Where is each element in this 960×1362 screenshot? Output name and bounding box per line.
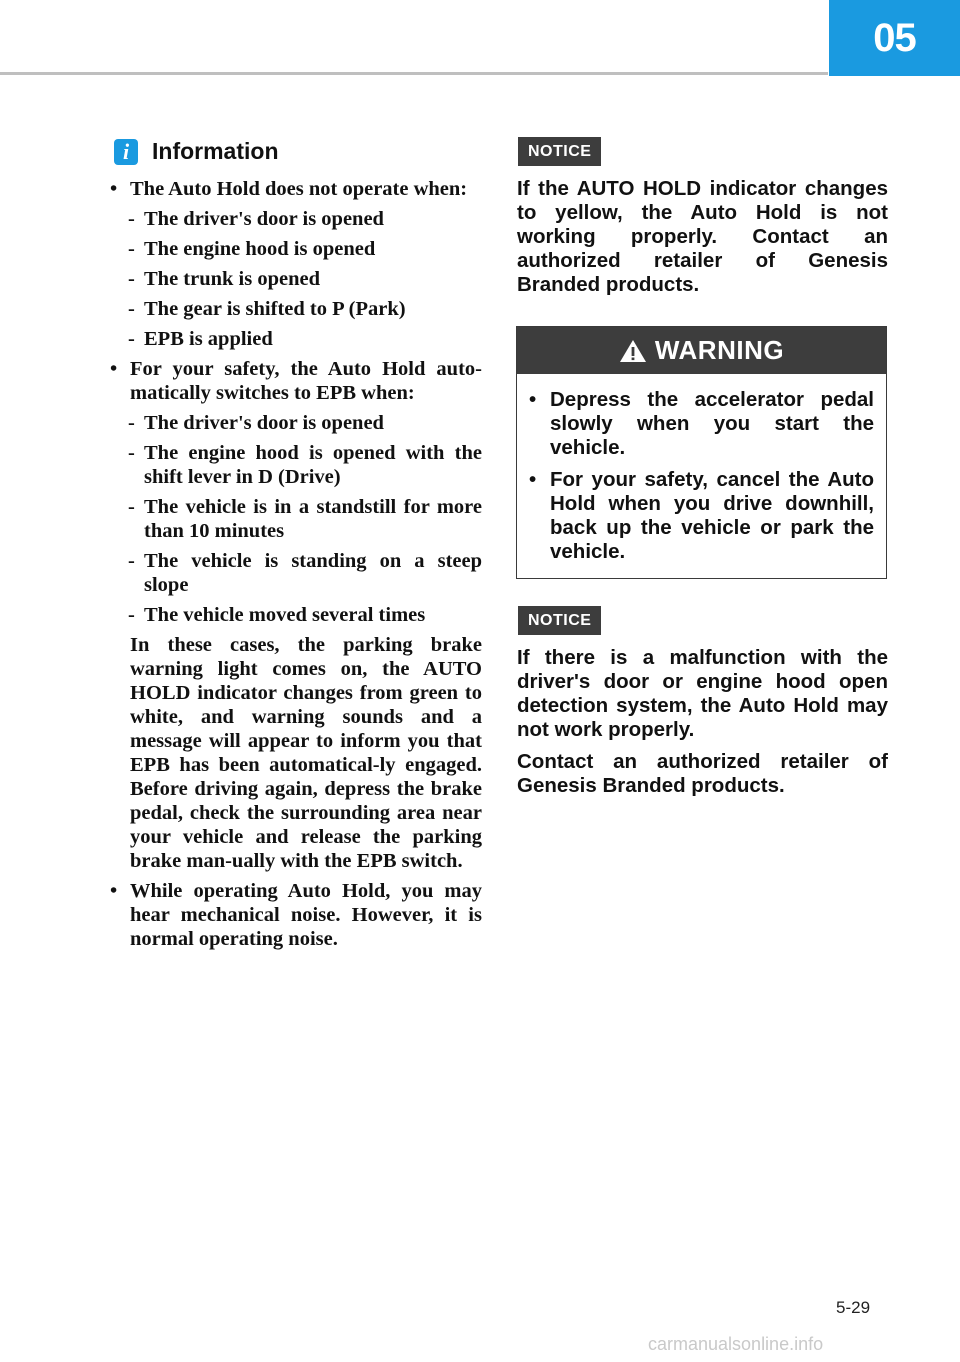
warning-header	[517, 327, 886, 374]
notice-paragraph: If the AUTO HOLD indicator changes to yellow, the Auto Hold is not working properly. Contact an authorized retailer of Genesis Branded products.	[517, 177, 888, 296]
info-sub-item: - The vehicle moved several times	[128, 604, 426, 626]
info-bullet-1: • The Auto Hold does not operate when:	[110, 177, 482, 201]
notice-badge: NOTICE	[518, 606, 601, 635]
watermark: carmanualsonline.info	[648, 1334, 824, 1354]
warning-item: • For your safety, cancel the Auto Hold when you drive downhill, back up the vehicle or park the vehicle.	[529, 468, 874, 564]
warning-item: • Depress the accelerator pedal slowly when you start the vehicle.	[529, 388, 874, 460]
info-bullet-2: • For your safety, the Auto Hold auto-matically switches to EPB when:	[110, 357, 482, 405]
info-sub-item: - The gear is shifted to P (Park)	[128, 298, 406, 320]
info-sub-item: - The trunk is opened	[128, 268, 321, 290]
notice-badge: NOTICE	[518, 137, 601, 166]
info-sub-item: - The vehicle is standing on a steep slope	[128, 550, 482, 596]
notice-text	[517, 646, 888, 806]
notice-paragraph: Contact an authorized retailer of Genesis Branded products.	[517, 750, 888, 797]
information-heading	[114, 138, 279, 165]
warning-triangle-icon	[619, 339, 647, 363]
page-number: 5-29	[836, 1298, 871, 1317]
notice-paragraph: If there is a malfunction with the driver's door or engine hood open detection system, the Auto Hold may not work properly.	[517, 646, 888, 741]
warning-label: WARNING	[654, 335, 785, 365]
notice-text	[517, 177, 888, 305]
info-icon: i	[114, 139, 138, 165]
warning-body	[517, 374, 886, 564]
info-sub-item: - The engine hood is opened	[128, 238, 376, 260]
info-sub-item: - The driver's door is opened	[128, 412, 384, 434]
information-content	[110, 177, 482, 957]
info-paragraph: In these cases, the parking brake warning light comes on, the AUTO HOLD indicator changes from green to white, and warning sounds and a message will appear to inform you that EPB has been automatical-ly engaged. Before driving again, depress the brake pedal, check the surrounding area near your vehicle and release the parking brake man-ually with the EPB switch.	[130, 634, 482, 872]
chapter-number: 05	[873, 15, 916, 60]
info-sub-item: - The vehicle is in a standstill for more than 10 minutes	[128, 496, 482, 542]
warning-box	[516, 326, 887, 579]
information-title: Information	[152, 138, 279, 164]
info-sub-item: - The engine hood is opened with the shift lever in D (Drive)	[128, 442, 482, 488]
info-sub-item: - The driver's door is opened	[128, 208, 384, 230]
info-sub-item: - EPB is applied	[128, 328, 273, 350]
info-bullet-3: • While operating Auto Hold, you may hear mechanical noise. However, it is normal operating noise.	[110, 879, 482, 951]
header-rule	[0, 72, 828, 75]
chapter-tab	[829, 0, 960, 76]
